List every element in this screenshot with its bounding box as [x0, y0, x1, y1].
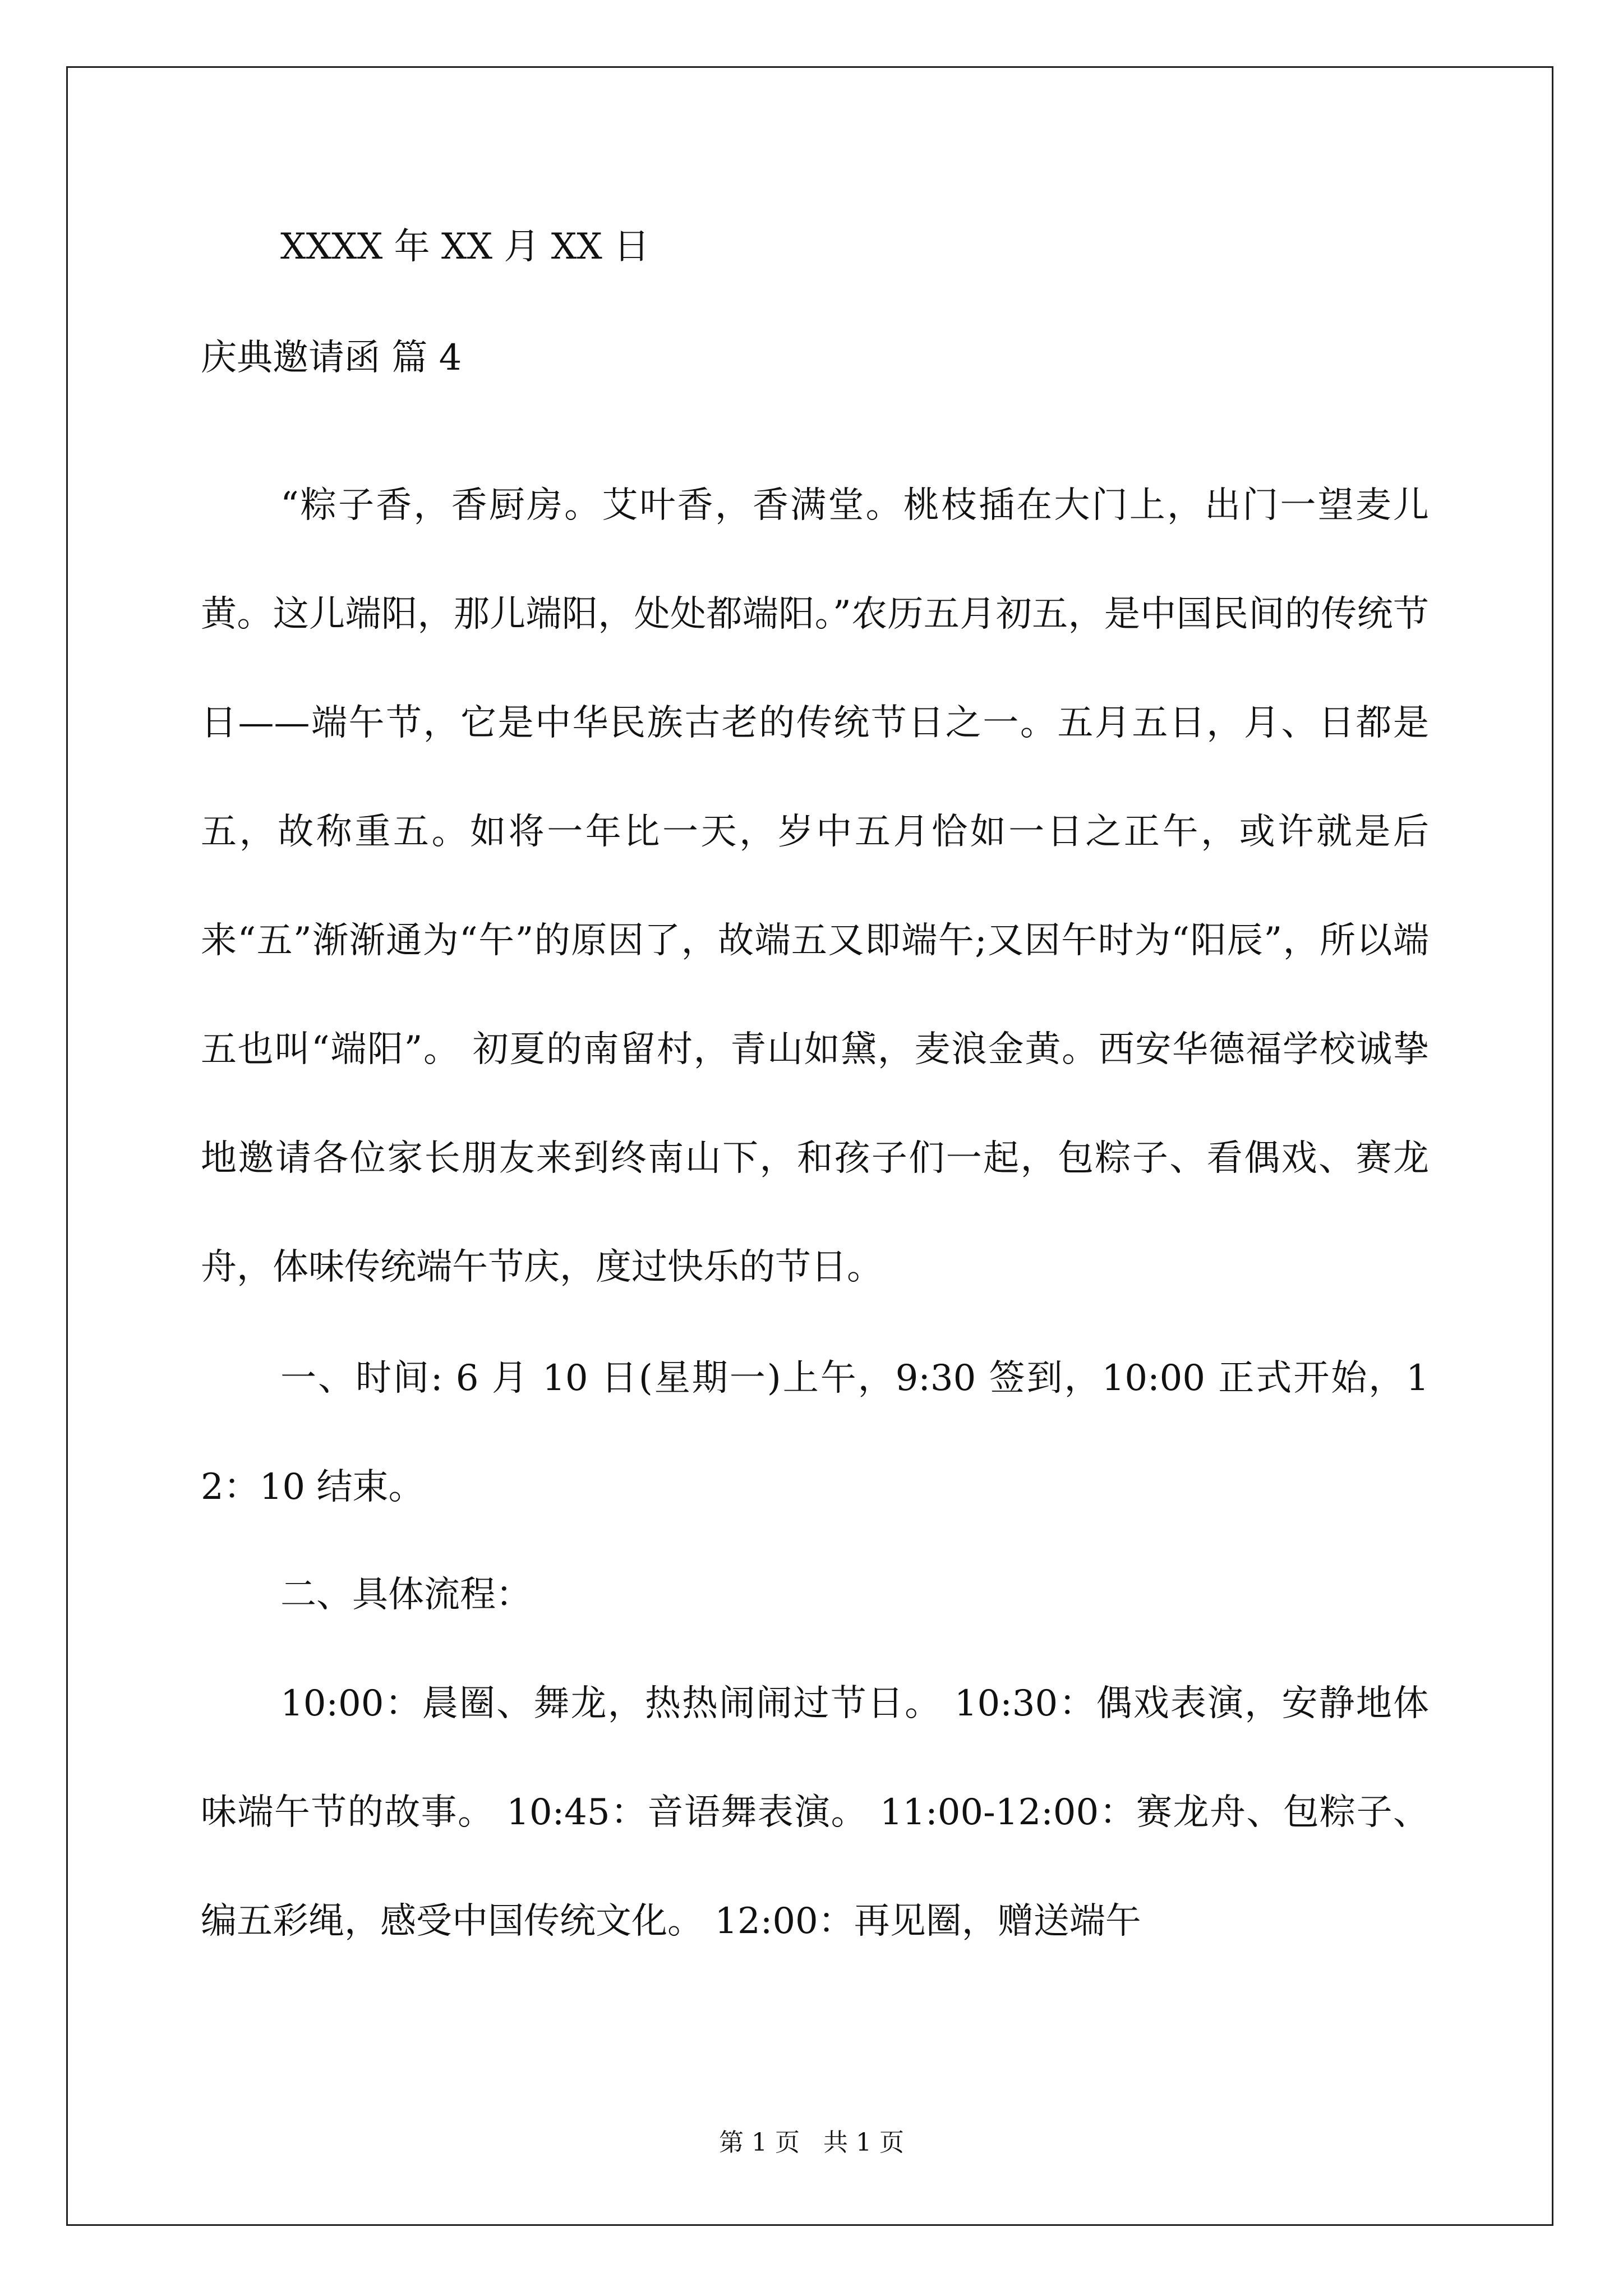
page-footer: 第 1 页 共 1 页 — [719, 2128, 904, 2157]
paragraph-flow-title: 二、具体流程： — [280, 1574, 532, 1616]
paragraph-time: 一、时间: 6 月 10 日(星期一)上午，9:30 签到，10:00 正式开始，12：10 结束。 — [201, 1358, 1429, 1508]
document-title: 庆典邀请函 篇 4 — [201, 337, 462, 379]
paragraph-intro: “粽子香，香厨房。艾叶香，香满堂。桃枝插在大门上，出门一望麦儿黄。这儿端阳，那儿端阳，处处都端阳。”农历五月初五，是中国民间的传统节日——端午节，它是中华民族古老的传统节日之一。五月五日，月、日都是五，故称重五。如将一年比一天，岁中五月恰如一日之正午，或许就是后来“五”渐渐通为“午”的原因了，故端五又即端午;又因午时为“阳辰”，所以端五也叫“端阳”。 初夏的南留村，青山如黛，麦浪金黄。西安华德福学校诚挚地邀请各位家长朋友来到终南山下，和孩子们一起，包粽子、看偶戏、赛龙舟，体味传统端午节庆，度过快乐的节日。 — [201, 485, 1429, 1288]
paragraph-flow: 10:00：晨圈、舞龙，热热闹闹过节日。 10:30：偶戏表演，安静地体味端午节的故事。 10:45：音语舞表演。 11:00-12:00：赛龙舟、包粽子、编五彩绳，感受中国传统文化。 12:00：再见圈，赠送端午 — [201, 1683, 1429, 1942]
document-date: XXXX 年 XX 月 XX 日 — [280, 226, 650, 268]
